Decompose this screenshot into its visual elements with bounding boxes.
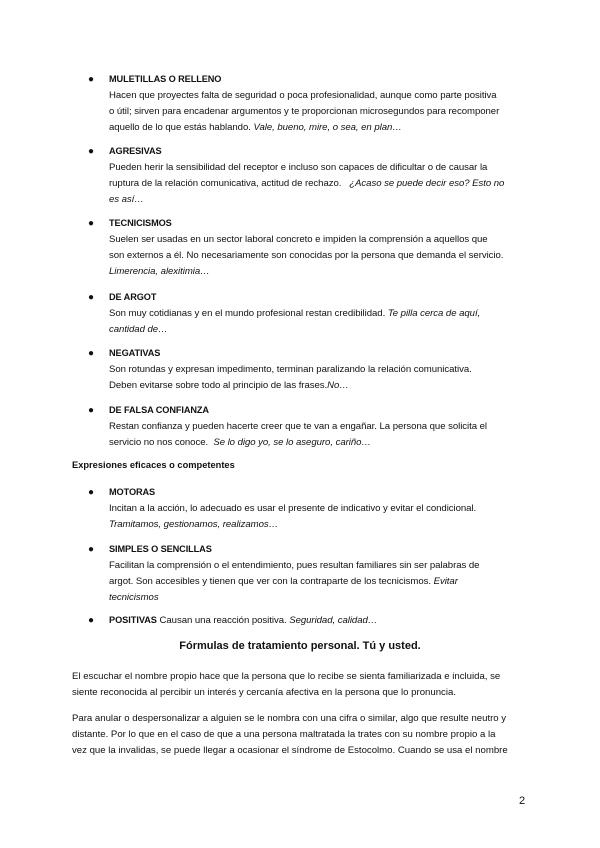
term-muletillas: MULETILLAS O RELLENO [109,74,222,84]
example-text: Evitar [433,576,458,587]
term-agresivas: AGRESIVAS [109,146,162,156]
bullet-icon: ● [88,146,95,157]
example-text: Limerencia, alexitimia… [109,266,210,277]
bullet-icon: ● [88,218,95,229]
term-negativas: NEGATIVAS [109,348,161,358]
example-text: ¿Acaso se puede decir eso? Esto no [349,178,505,189]
paragraph-line: siente reconocida al percibir un interés y cercanía afectiva en la persona que lo pronuncia. [72,687,456,698]
paragraph-line: Para anular o despersonalizar a alguien se le nombra con una cifra o similar, algo que resulte neutro y [72,713,507,724]
text-line: Son rotundas y expresan impedimento, terminan paralizando la relación comunicativa. [109,364,472,375]
text-line [109,590,159,605]
section-subheading: Expresiones eficaces o competentes [72,460,235,470]
example-text: tecnicismos [109,592,159,603]
term-falsa-confianza: DE FALSA CONFIANZA [109,405,209,415]
text-line: son externos a él. No necesariamente son conocidas por la persona que demanda el servicio. [109,250,504,261]
bullet-icon: ● [88,405,95,416]
example-text: Te pilla cerca de aquí, [387,308,481,319]
bullet-icon: ● [88,615,95,626]
example-text: Seguridad, calidad… [289,615,378,626]
text-line [109,517,278,532]
bullet-icon: ● [88,487,95,498]
text-line: o útil; sirven para encadenar argumentos y te proporcionan microsegundos para recomponer [109,106,500,117]
example-text: Se lo digo yo, se lo aseguro, cariño… [213,437,371,448]
text-line: ruptura de la relación comunicativa, actitud de rechazo. ¿Acaso se puede decir eso? Esto no [109,178,505,189]
bullet-icon: ● [88,292,95,303]
text-line: Deben evitarse sobre todo al principio de las frases.No… [109,380,349,391]
text-line: Pueden herir la sensibilidad del receptor e incluso son capaces de dificultar o de causar la [109,162,488,173]
paragraph-line: El escuchar el nombre propio hace que la persona que lo recibe se sienta familiarizada e incluida, se [72,671,501,682]
text-line: POSITIVAS Causan una reacción positiva. Seguridad, calidad… [109,615,378,626]
text-line: argot. Son accesibles y tienen que ver con la contraparte de los tecnicismos. Evitar [109,576,458,587]
page-number: 2 [519,795,526,807]
term-positivas: POSITIVAS [109,615,157,625]
example-text: Vale, bueno, mire, o sea, en plan… [253,122,402,133]
paragraph-line: vez que la invalidas, se puede llegar a ocasionar el síndrome de Estocolmo. Cuando se usa el nombre [72,745,508,756]
term-simples: SIMPLES O SENCILLAS [109,544,212,554]
term-motoras: MOTORAS [109,487,156,497]
term-tecnicismos: TECNICISMOS [109,218,172,228]
text-line [109,264,210,279]
text-line: Facilitan la comprensión o el entendimiento, pues resultan familiares sin ser palabras de [109,560,480,571]
section-title: Fórmulas de tratamiento personal. Tú y usted. [179,640,421,652]
text-line: aquello de lo que estás hablando. Vale, bueno, mire, o sea, en plan… [109,122,402,133]
example-text: Tramitamos, gestionamos, realizamos… [109,519,279,530]
text-line [109,192,144,207]
paragraph-line: distante. Por lo que en el caso de que a una persona maltratada la trates con su nombre propio a la [72,729,496,740]
example-text: es así… [109,194,144,205]
term-argot: DE ARGOT [109,292,157,302]
text-line: Hacen que proyectes falta de seguridad o poca profesionalidad, aunque como parte positiva [109,90,497,101]
text-line [109,322,168,337]
text-line: Restan confianza y pueden hacerte creer que te van a engañar. La persona que solicita el [109,421,488,432]
example-text: cantidad de… [109,324,168,335]
text-line: Suelen ser usadas en un sector laboral concreto e impiden la comprensión a aquellos que [109,234,488,245]
text-line: Incitan a la acción, lo adecuado es usar el presente de indicativo y evitar el condicional. [109,503,477,514]
text-line: Son muy cotidianas y en el mundo profesional restan credibilidad. Te pilla cerca de aquí, [109,308,481,319]
bullet-icon: ● [88,348,95,359]
example-text: No… [327,380,349,391]
text-line: servicio no nos conoce. Se lo digo yo, se lo aseguro, cariño… [109,437,371,448]
bullet-icon: ● [88,74,95,85]
bullet-icon: ● [88,544,95,555]
